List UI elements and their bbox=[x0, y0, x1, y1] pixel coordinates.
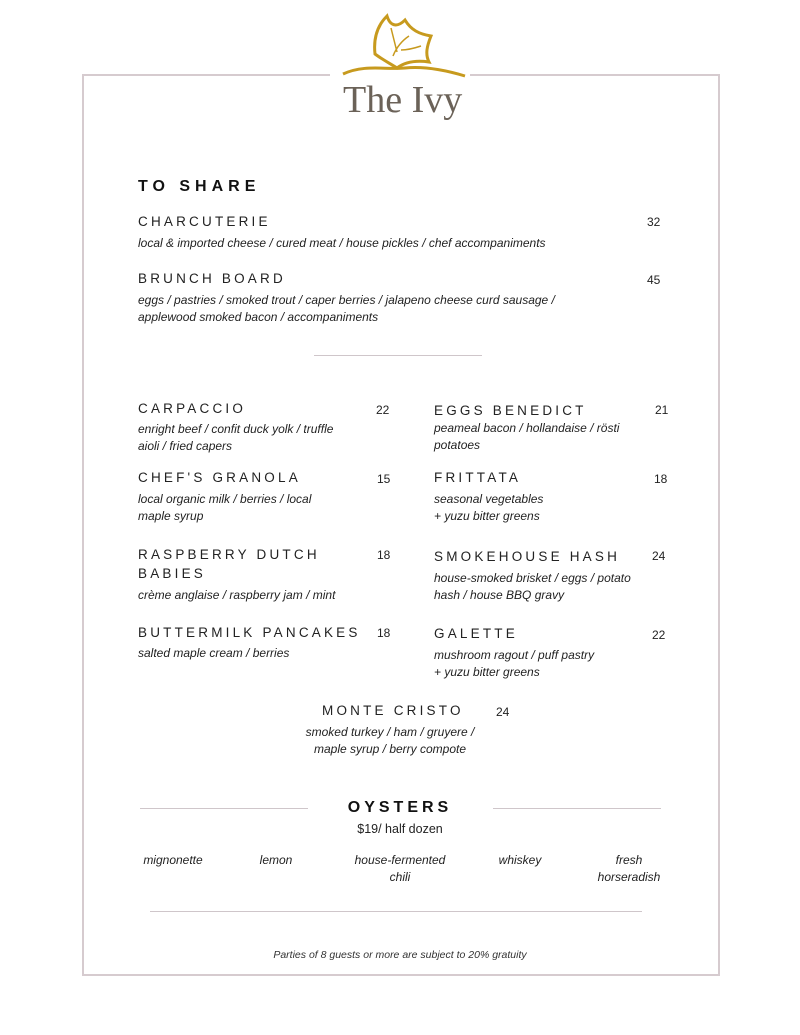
item-name-smokehouse-hash: SMOKEHOUSE HASH bbox=[434, 549, 621, 564]
item-name-eggs-benedict: EGGS BENEDICT bbox=[434, 403, 587, 418]
oysters-rule-left bbox=[140, 808, 308, 809]
item-name-chefs-granola: CHEF'S GRANOLA bbox=[138, 470, 301, 485]
item-desc-eggs-benedict: peameal bacon / hollandaise / rösti potatoes bbox=[434, 421, 620, 452]
oyster-option-house-fermented-chili: house-fermented chili bbox=[354, 853, 446, 884]
item-name-brunch-board: BRUNCH BOARD bbox=[138, 271, 286, 286]
item-desc-chefs-granola: local organic milk / berries / local maple syrup bbox=[138, 492, 312, 523]
item-desc-monte-cristo: smoked turkey / ham / gruyere / maple syrup / berry compote bbox=[305, 725, 475, 756]
item-price-galette: 22 bbox=[652, 628, 666, 642]
item-name-buttermilk-pancakes: BUTTERMILK PANCAKES bbox=[138, 625, 361, 640]
item-desc-smokehouse-hash: house-smoked brisket / eggs / potato hash / house BBQ gravy bbox=[434, 571, 631, 602]
item-price-charcuterie: 32 bbox=[647, 215, 661, 229]
item-price-smokehouse-hash: 24 bbox=[652, 549, 666, 563]
oyster-option-whiskey: whiskey bbox=[498, 853, 542, 867]
item-price-monte-cristo: 24 bbox=[496, 705, 510, 719]
item-desc-carpaccio: enright beef / confit duck yolk / truffle aioli / fried capers bbox=[138, 422, 334, 453]
item-desc-galette: mushroom ragout / puff pastry + yuzu bitter greens bbox=[434, 648, 595, 679]
item-desc-buttermilk-pancakes: salted maple cream / berries bbox=[138, 646, 290, 660]
item-price-frittata: 18 bbox=[654, 472, 668, 486]
item-desc-charcuterie: local & imported cheese / cured meat / house pickles / chef accompaniments bbox=[138, 236, 546, 250]
footer-rule bbox=[150, 911, 642, 912]
section-title-oysters: OYSTERS bbox=[347, 799, 453, 816]
oyster-option-fresh-horseradish: fresh horseradish bbox=[597, 853, 661, 884]
item-price-raspberry-dutch-babies: 18 bbox=[377, 548, 391, 562]
item-name-galette: GALETTE bbox=[434, 626, 518, 641]
section-title-to-share: TO SHARE bbox=[138, 178, 261, 195]
oyster-option-lemon: lemon bbox=[259, 853, 293, 867]
oyster-option-mignonette: mignonette bbox=[143, 853, 203, 867]
item-name-charcuterie: CHARCUTERIE bbox=[138, 214, 271, 229]
item-price-brunch-board: 45 bbox=[647, 273, 661, 287]
gratuity-note: Parties of 8 guests or more are subject to 20% gratuity bbox=[273, 949, 527, 961]
oysters-rule-right bbox=[493, 808, 661, 809]
item-desc-frittata: seasonal vegetables + yuzu bitter greens bbox=[434, 492, 544, 523]
item-name-monte-cristo: MONTE CRISTO bbox=[322, 703, 464, 718]
item-price-eggs-benedict: 21 bbox=[655, 403, 669, 417]
menu-frame bbox=[82, 74, 720, 976]
item-name-raspberry-dutch-babies: RASPBERRY DUTCH BABIES bbox=[138, 547, 320, 581]
brand-name: The Ivy bbox=[343, 79, 463, 121]
item-name-carpaccio: CARPACCIO bbox=[138, 401, 247, 416]
item-price-chefs-granola: 15 bbox=[377, 472, 391, 486]
item-price-carpaccio: 22 bbox=[376, 403, 390, 417]
item-desc-brunch-board: eggs / pastries / smoked trout / caper berries / jalapeno cheese curd sausage / applewood smoked bacon / accompaniments bbox=[138, 293, 555, 324]
oysters-price: $19/ half dozen bbox=[357, 822, 443, 836]
divider-rule bbox=[314, 355, 482, 356]
item-price-buttermilk-pancakes: 18 bbox=[377, 626, 391, 640]
item-name-frittata: FRITTATA bbox=[434, 470, 522, 485]
item-desc-raspberry-dutch-babies: crème anglaise / raspberry jam / mint bbox=[138, 588, 336, 602]
